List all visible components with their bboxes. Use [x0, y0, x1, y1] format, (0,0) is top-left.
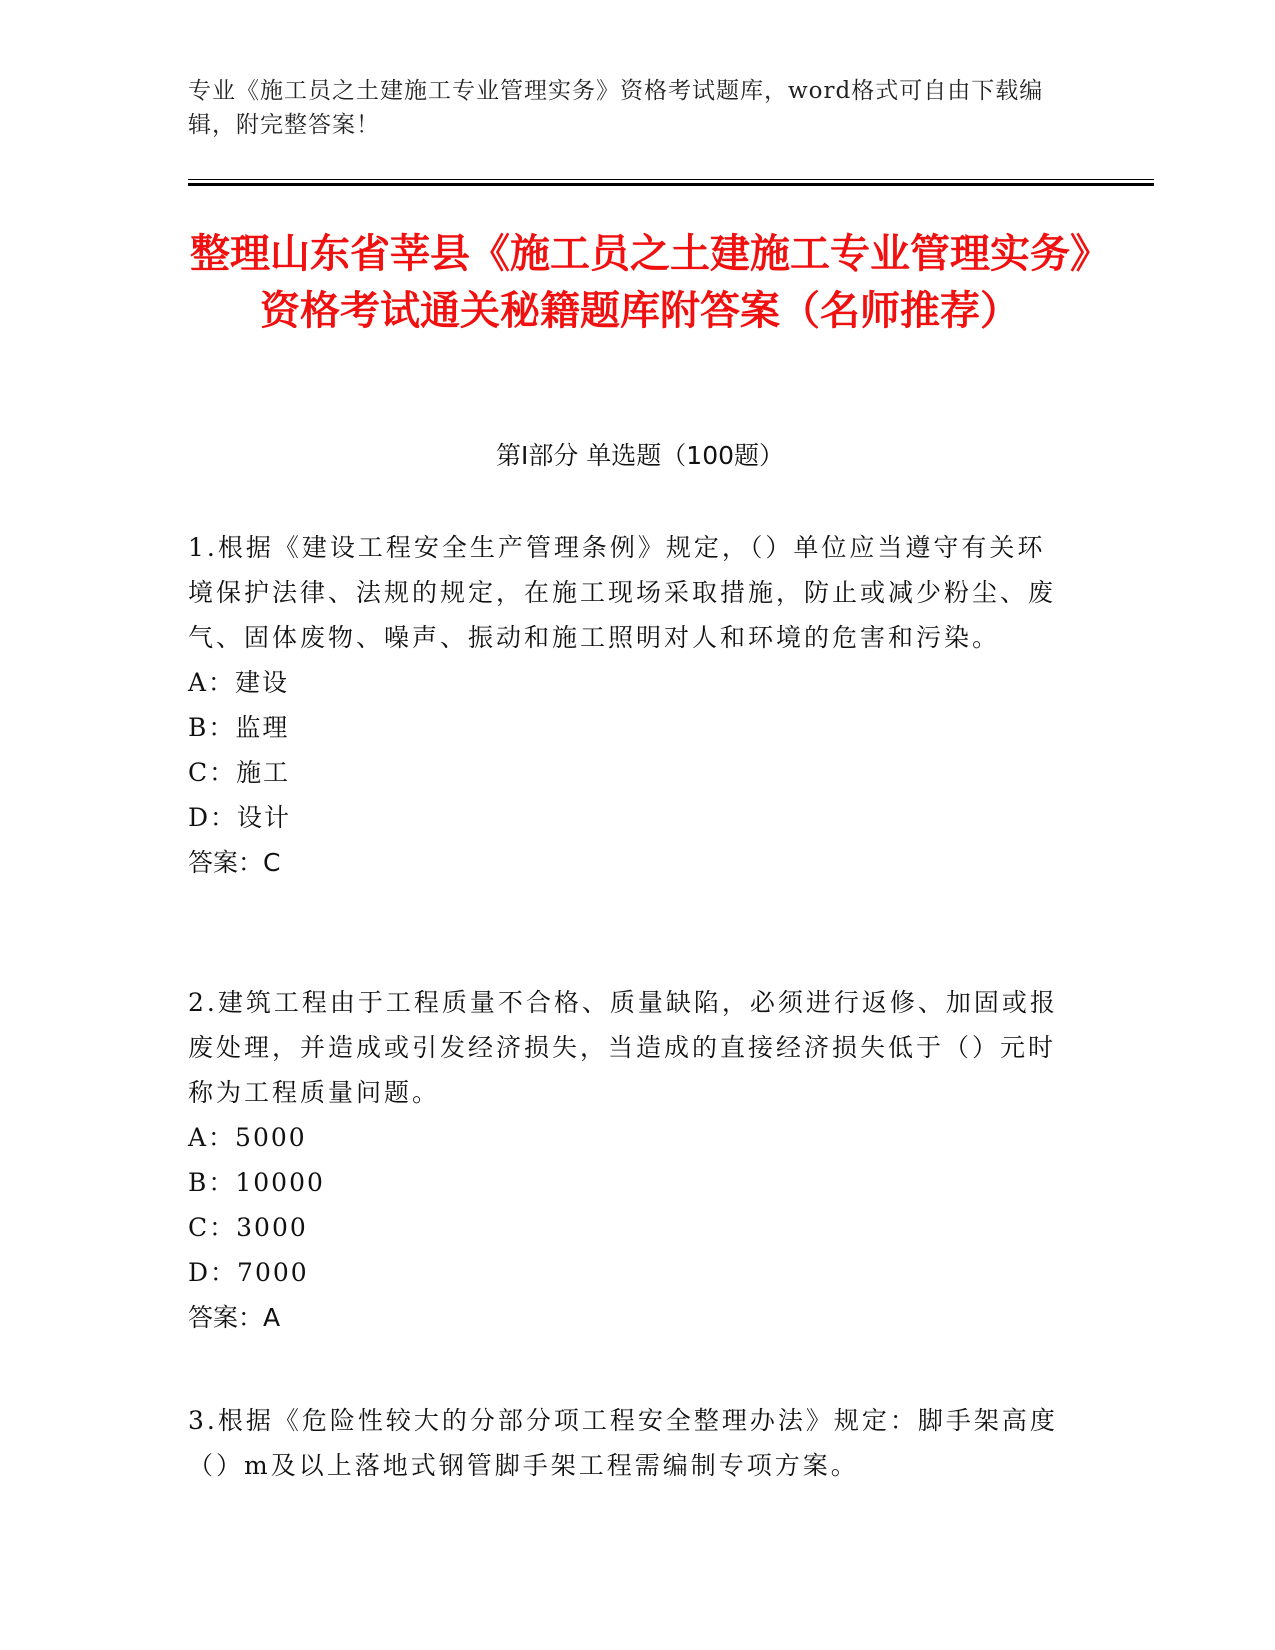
question-text: 1.根据《建设工程安全生产管理条例》规定，（）单位应当遵守有关环境保护法律、法规的规定，在施工现场采取措施，防止或减少粉尘、废气、固体废物、噪声、振动和施工照明对人和环境的危害和污染。	[188, 533, 1057, 652]
question-1	[188, 525, 1068, 885]
question-2	[188, 980, 1068, 1340]
option-a: A：5000	[188, 1123, 307, 1152]
option-d: D：7000	[188, 1258, 309, 1287]
option-c: C：施工	[188, 758, 291, 787]
answer: 答案：C	[188, 848, 281, 877]
document-title: 整理山东省莘县《施工员之土建施工专业管理实务》资格考试通关秘籍题库附答案（名师推荐）	[190, 231, 1090, 334]
option-c: C：3000	[188, 1213, 308, 1242]
section-title: 第Ⅰ部分 单选题（100题）	[495, 441, 785, 470]
option-a: A：建设	[188, 668, 290, 697]
header-note: 专业《施工员之土建施工专业管理实务》资格考试题库，word格式可自由下载编辑，附完整答案！	[188, 78, 1044, 138]
question-3	[188, 1398, 1068, 1488]
question-text: 2.建筑工程由于工程质量不合格、质量缺陷，必须进行返修、加固或报废处理，并造成或引发经济损失，当造成的直接经济损失低于（）元时称为工程质量问题。	[188, 988, 1058, 1107]
option-b: B：监理	[188, 713, 290, 742]
answer: 答案：A	[188, 1303, 281, 1332]
option-b: B：10000	[188, 1168, 325, 1197]
header-divider-thin	[188, 179, 1154, 180]
header-divider-thick	[188, 183, 1154, 186]
question-text: 3.根据《危险性较大的分部分项工程安全整理办法》规定：脚手架高度（）m及以上落地式钢管脚手架工程需编制专项方案。	[188, 1406, 1058, 1480]
option-d: D：设计	[188, 803, 292, 832]
